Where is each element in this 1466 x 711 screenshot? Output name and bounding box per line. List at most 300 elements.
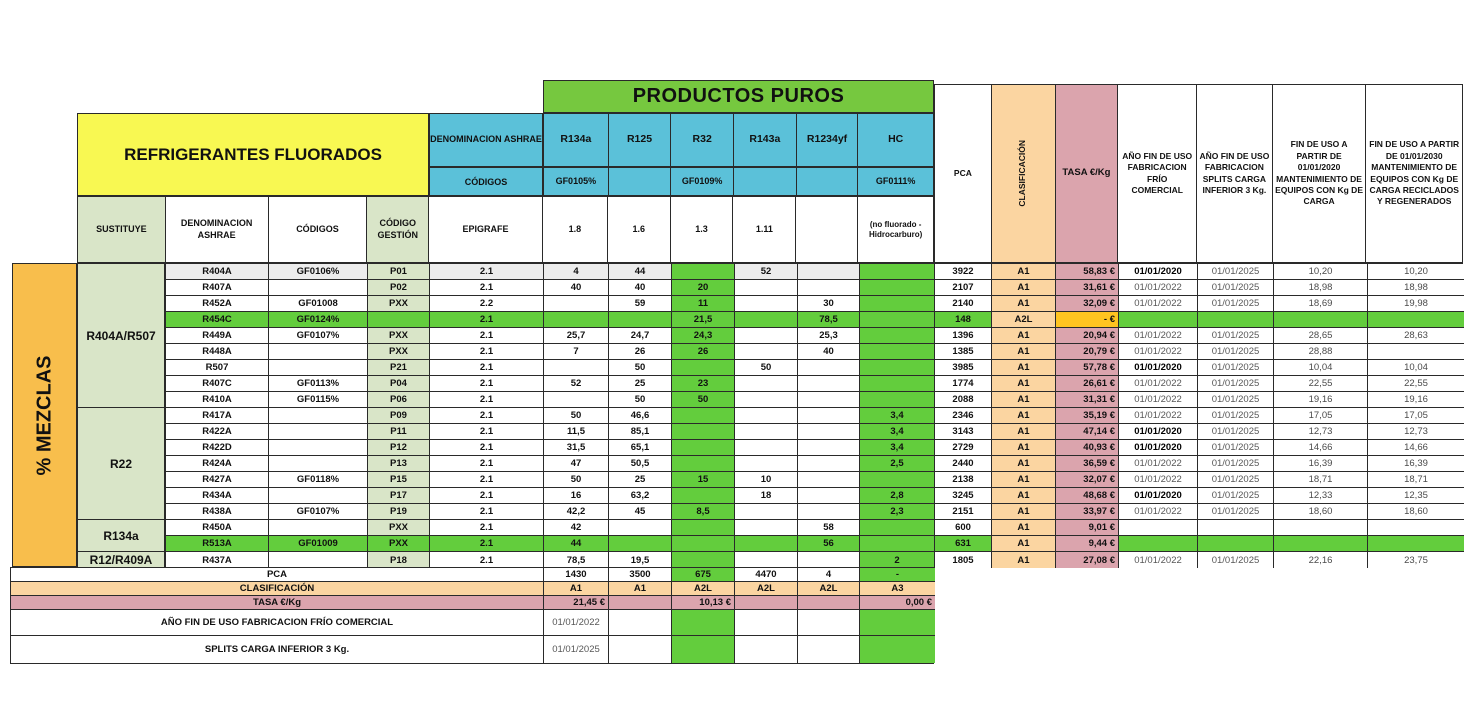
cell-R449A-epigrafe: 2.1 — [430, 328, 544, 344]
cell-R407A-r134a: 40 — [544, 280, 609, 296]
cell-R448A-r143a — [735, 344, 798, 360]
cell-R417A-uso2030: 17,05 — [1368, 408, 1464, 424]
cell-R437A-r143a — [735, 552, 798, 568]
cell-R404A-clas: A1 — [992, 264, 1056, 280]
cell-R448A-tasa: 20,79 € — [1056, 344, 1119, 360]
cell-R507-codigo — [269, 360, 368, 376]
cell-R438A-splits: 01/01/2025 — [1198, 504, 1274, 520]
cell-R404A-r134a: 4 — [544, 264, 609, 280]
cell-R417A-clas: A1 — [992, 408, 1056, 424]
cell-R422D-r143a — [735, 440, 798, 456]
refrigerantes-fluorados-header — [77, 113, 429, 196]
cell-R507-ashrae: R507 — [166, 360, 269, 376]
cell-R424A-pca: 2440 — [935, 456, 992, 472]
cell-R454C-r1234yf: 78,5 — [798, 312, 860, 328]
subheader-denominacion-ashrae: DENOMINACION ASHRAE — [166, 197, 269, 262]
bottom-row-0 — [11, 568, 933, 582]
cell-R407C-r125: 25 — [609, 376, 672, 392]
cell-R513A-epigrafe: 2.1 — [430, 536, 544, 552]
cell-R404A-splits: 01/01/2025 — [1198, 264, 1274, 280]
cell-R404A-tasa: 58,83 € — [1056, 264, 1119, 280]
cell-R449A-r125: 24,7 — [609, 328, 672, 344]
cell-R424A-splits: 01/01/2025 — [1198, 456, 1274, 472]
cell-R437A-hc: 2 — [860, 552, 935, 568]
cell-R513A-gestion: PXX — [368, 536, 430, 552]
cell-R507-gestion: P21 — [368, 360, 430, 376]
product-name-R143a: R143a — [734, 114, 797, 166]
cell-R417A-r32 — [672, 408, 735, 424]
cell-R448A-r32: 26 — [672, 344, 735, 360]
cell-R422D-codigo — [269, 440, 368, 456]
cell-R434A-uso2030: 12,35 — [1368, 488, 1464, 504]
cell-R422D-uso2030: 14,66 — [1368, 440, 1464, 456]
cell-R450A-clas: A1 — [992, 520, 1056, 536]
group-R404A/R507: R404A/R507 — [78, 264, 164, 408]
cell-R407A-r1234yf — [798, 280, 860, 296]
cell-R449A-r32: 24,3 — [672, 328, 735, 344]
bottom-value-3-2 — [672, 610, 735, 636]
cell-R450A-codigo — [269, 520, 368, 536]
cell-R438A-r125: 45 — [609, 504, 672, 520]
cell-R450A-gestion: PXX — [368, 520, 430, 536]
cell-R437A-epigrafe: 2.1 — [430, 552, 544, 568]
cell-R449A-gestion: PXX — [368, 328, 430, 344]
cell-R417A-uso2020: 17,05 — [1274, 408, 1368, 424]
cell-R407C-r134a: 52 — [544, 376, 609, 392]
cell-R438A-ashrae: R438A — [166, 504, 269, 520]
product-epigrafe-R32: 1.3 — [671, 197, 734, 262]
cell-R452A-epigrafe: 2.2 — [430, 296, 544, 312]
cell-R513A-splits — [1198, 536, 1274, 552]
bottom-value-1-2: A2L — [672, 582, 735, 596]
bottom-value-2-2: 10,13 € — [672, 596, 735, 610]
bottom-row-4 — [11, 636, 933, 663]
cell-R427A-r143a: 10 — [735, 472, 798, 488]
cell-R407C-gestion: P04 — [368, 376, 430, 392]
cell-R450A-hc — [860, 520, 935, 536]
cell-R422A-pca: 3143 — [935, 424, 992, 440]
cell-R422D-fab_frio: 01/01/2020 — [1119, 440, 1198, 456]
bottom-value-3-3 — [735, 610, 798, 636]
group-R134a: R134a — [78, 520, 164, 552]
cell-R422A-r125: 85,1 — [609, 424, 672, 440]
cell-R427A-r134a: 50 — [544, 472, 609, 488]
cell-R438A-epigrafe: 2.1 — [430, 504, 544, 520]
subheader-sustituye: SUSTITUYE — [78, 197, 166, 262]
cell-R417A-epigrafe: 2.1 — [430, 408, 544, 424]
cell-R448A-splits: 01/01/2025 — [1198, 344, 1274, 360]
cell-R452A-r125: 59 — [609, 296, 672, 312]
cell-R422A-splits: 01/01/2025 — [1198, 424, 1274, 440]
cell-R424A-fab_frio: 01/01/2022 — [1119, 456, 1198, 472]
cell-R450A-r125 — [609, 520, 672, 536]
cell-R407A-hc — [860, 280, 935, 296]
subheader-codigos: CÓDIGOS — [269, 197, 368, 262]
cell-R454C-codigo: GF0124% — [269, 312, 368, 328]
cell-R507-uso2020: 10,04 — [1274, 360, 1368, 376]
cell-R410A-uso2030: 19,16 — [1368, 392, 1464, 408]
cell-R513A-r134a: 44 — [544, 536, 609, 552]
cell-R507-r32 — [672, 360, 735, 376]
subheader-epigrafe: EPIGRAFE — [429, 197, 543, 262]
cell-R454C-clas: A2L — [992, 312, 1056, 328]
cell-R407C-uso2030: 22,55 — [1368, 376, 1464, 392]
cell-R454C-hc — [860, 312, 935, 328]
cell-R448A-uso2020: 28,88 — [1274, 344, 1368, 360]
cell-R448A-codigo — [269, 344, 368, 360]
cell-R427A-splits: 01/01/2025 — [1198, 472, 1274, 488]
cell-R422A-r32 — [672, 424, 735, 440]
cell-R452A-r134a — [544, 296, 609, 312]
cell-R427A-ashrae: R427A — [166, 472, 269, 488]
cell-R449A-hc — [860, 328, 935, 344]
cell-R417A-tasa: 35,19 € — [1056, 408, 1119, 424]
cell-R407C-r32: 23 — [672, 376, 735, 392]
cell-R437A-r1234yf — [798, 552, 860, 568]
productos-puros-header — [543, 80, 934, 113]
bottom-value-4-1 — [609, 636, 672, 663]
cell-R424A-ashrae: R424A — [166, 456, 269, 472]
cell-R513A-r32 — [672, 536, 735, 552]
product-name-HC: HC — [858, 114, 933, 166]
cell-R437A-uso2020: 22,16 — [1274, 552, 1368, 568]
cell-R410A-hc — [860, 392, 935, 408]
cell-R424A-hc: 2,5 — [860, 456, 935, 472]
cell-R422A-tasa: 47,14 € — [1056, 424, 1119, 440]
cell-R404A-r125: 44 — [609, 264, 672, 280]
product-codigo-R32: GF0109% — [671, 168, 734, 195]
cell-R452A-r1234yf: 30 — [798, 296, 860, 312]
cell-R507-hc — [860, 360, 935, 376]
cell-R422A-epigrafe: 2.1 — [430, 424, 544, 440]
cell-R434A-codigo — [269, 488, 368, 504]
bottom-summary-block — [10, 567, 934, 664]
cell-R450A-r134a: 42 — [544, 520, 609, 536]
bottom-label-1: CLASIFICACIÓN — [11, 582, 544, 596]
cell-R407C-tasa: 26,61 € — [1056, 376, 1119, 392]
subheader-codigo-gestion: CÓDIGO GESTIÓN — [367, 197, 429, 262]
cell-R437A-codigo — [269, 552, 368, 568]
product-name-R134a: R134a — [544, 114, 609, 166]
cell-R448A-r1234yf: 40 — [798, 344, 860, 360]
cell-R410A-r1234yf — [798, 392, 860, 408]
cell-R407C-uso2020: 22,55 — [1274, 376, 1368, 392]
cell-R427A-uso2020: 18,71 — [1274, 472, 1368, 488]
cell-R513A-clas: A1 — [992, 536, 1056, 552]
cell-R422D-ashrae: R422D — [166, 440, 269, 456]
cell-R438A-codigo: GF0107% — [269, 504, 368, 520]
cell-R452A-ashrae: R452A — [166, 296, 269, 312]
cell-R450A-fab_frio — [1119, 520, 1198, 536]
cell-R448A-epigrafe: 2.1 — [430, 344, 544, 360]
cell-R422A-hc: 3,4 — [860, 424, 935, 440]
bottom-row-3 — [11, 610, 933, 636]
product-epigrafe-R134a: 1.8 — [543, 197, 608, 262]
product-name-R32: R32 — [671, 114, 734, 166]
cell-R404A-uso2030: 10,20 — [1368, 264, 1464, 280]
cell-R427A-r32: 15 — [672, 472, 735, 488]
cell-R424A-r1234yf — [798, 456, 860, 472]
cell-R434A-r125: 63,2 — [609, 488, 672, 504]
cell-R422D-clas: A1 — [992, 440, 1056, 456]
cell-R422D-r134a: 31,5 — [544, 440, 609, 456]
cell-R404A-pca: 3922 — [935, 264, 992, 280]
cell-R452A-fab_frio: 01/01/2022 — [1119, 296, 1198, 312]
cell-R417A-codigo — [269, 408, 368, 424]
bottom-value-4-0: 01/01/2025 — [544, 636, 609, 663]
cell-R424A-uso2020: 16,39 — [1274, 456, 1368, 472]
group-R12/R409A: R12/R409A — [78, 552, 164, 568]
cell-R407A-clas: A1 — [992, 280, 1056, 296]
cell-R434A-ashrae: R434A — [166, 488, 269, 504]
cell-R452A-splits: 01/01/2025 — [1198, 296, 1274, 312]
cell-R437A-fab_frio: 01/01/2022 — [1119, 552, 1198, 568]
cell-R410A-clas: A1 — [992, 392, 1056, 408]
cell-R404A-r1234yf — [798, 264, 860, 280]
cell-R417A-ashrae: R417A — [166, 408, 269, 424]
cell-R438A-gestion: P19 — [368, 504, 430, 520]
cell-R438A-tasa: 33,97 € — [1056, 504, 1119, 520]
cell-R434A-r143a: 18 — [735, 488, 798, 504]
cell-R410A-codigo: GF0115% — [269, 392, 368, 408]
cell-R407A-gestion: P02 — [368, 280, 430, 296]
cell-R449A-splits: 01/01/2025 — [1198, 328, 1274, 344]
cell-R407A-r143a — [735, 280, 798, 296]
cell-R417A-gestion: P09 — [368, 408, 430, 424]
cell-R438A-fab_frio: 01/01/2022 — [1119, 504, 1198, 520]
product-epigrafe-R1234yf — [796, 197, 858, 262]
cell-R438A-pca: 2151 — [935, 504, 992, 520]
cell-R434A-uso2020: 12,33 — [1274, 488, 1368, 504]
cell-R422D-r1234yf — [798, 440, 860, 456]
product-codigo-R143a — [734, 168, 797, 195]
cell-R422A-clas: A1 — [992, 424, 1056, 440]
cell-R407C-epigrafe: 2.1 — [430, 376, 544, 392]
cell-R448A-ashrae: R448A — [166, 344, 269, 360]
cell-R410A-r32: 50 — [672, 392, 735, 408]
cell-R452A-uso2020: 18,69 — [1274, 296, 1368, 312]
cell-R424A-uso2030: 16,39 — [1368, 456, 1464, 472]
cell-R507-epigrafe: 2.1 — [430, 360, 544, 376]
cell-R452A-tasa: 32,09 € — [1056, 296, 1119, 312]
cell-R438A-r32: 8,5 — [672, 504, 735, 520]
cell-R424A-r143a — [735, 456, 798, 472]
cell-R449A-r134a: 25,7 — [544, 328, 609, 344]
cell-R427A-epigrafe: 2.1 — [430, 472, 544, 488]
cell-R437A-uso2030: 23,75 — [1368, 552, 1464, 568]
cell-R438A-uso2030: 18,60 — [1368, 504, 1464, 520]
bottom-value-1-3: A2L — [735, 582, 798, 596]
cell-R424A-epigrafe: 2.1 — [430, 456, 544, 472]
cell-R437A-tasa: 27,08 € — [1056, 552, 1119, 568]
cell-R407A-ashrae: R407A — [166, 280, 269, 296]
cell-R507-pca: 3985 — [935, 360, 992, 376]
bottom-value-3-5 — [860, 610, 935, 636]
cell-R407A-r32: 20 — [672, 280, 735, 296]
cell-R407A-r125: 40 — [609, 280, 672, 296]
cell-R434A-epigrafe: 2.1 — [430, 488, 544, 504]
cell-R417A-fab_frio: 01/01/2022 — [1119, 408, 1198, 424]
cell-R438A-clas: A1 — [992, 504, 1056, 520]
cell-R404A-r32 — [672, 264, 735, 280]
cell-R404A-ashrae: R404A — [166, 264, 269, 280]
cell-R422A-ashrae: R422A — [166, 424, 269, 440]
cell-R450A-pca: 600 — [935, 520, 992, 536]
cell-R407A-splits: 01/01/2025 — [1198, 280, 1274, 296]
cell-R422D-r32 — [672, 440, 735, 456]
cell-R404A-r143a: 52 — [735, 264, 798, 280]
cell-R449A-pca: 1396 — [935, 328, 992, 344]
bottom-label-2: TASA €/Kg — [11, 596, 544, 610]
bottom-value-3-0: 01/01/2022 — [544, 610, 609, 636]
cell-R437A-ashrae: R437A — [166, 552, 269, 568]
cell-R410A-r134a — [544, 392, 609, 408]
cell-R449A-codigo: GF0107% — [269, 328, 368, 344]
cell-R449A-uso2020: 28,65 — [1274, 328, 1368, 344]
cell-R450A-uso2030 — [1368, 520, 1464, 536]
cell-R422D-hc: 3,4 — [860, 440, 935, 456]
cell-R450A-epigrafe: 2.1 — [430, 520, 544, 536]
cell-R437A-splits: 01/01/2025 — [1198, 552, 1274, 568]
right-header-6: FIN DE USO A PARTIR DE 01/01/2030 MANTENIMIENTO DE EQUIPOS CON Kg DE CARGA RECICLADOS Y REGENERADOS — [1366, 85, 1462, 262]
cell-R407C-ashrae: R407C — [166, 376, 269, 392]
cell-R434A-clas: A1 — [992, 488, 1056, 504]
cell-R513A-ashrae: R513A — [166, 536, 269, 552]
cell-R410A-pca: 2088 — [935, 392, 992, 408]
cell-R407A-uso2020: 18,98 — [1274, 280, 1368, 296]
cell-R437A-r134a: 78,5 — [544, 552, 609, 568]
bottom-value-2-3 — [735, 596, 798, 610]
cell-R437A-pca: 1805 — [935, 552, 992, 568]
bottom-value-0-3: 4470 — [735, 568, 798, 582]
cell-R434A-gestion: P17 — [368, 488, 430, 504]
cell-R422D-tasa: 40,93 € — [1056, 440, 1119, 456]
right-header-label-1: CLASIFICACIÓN — [1017, 140, 1028, 207]
cell-R410A-ashrae: R410A — [166, 392, 269, 408]
cell-R449A-r143a — [735, 328, 798, 344]
product-codes-row — [543, 167, 934, 196]
cell-R404A-gestion: P01 — [368, 264, 430, 280]
cell-R422A-r1234yf — [798, 424, 860, 440]
cell-R417A-r134a: 50 — [544, 408, 609, 424]
cell-R422A-r143a — [735, 424, 798, 440]
cell-R407C-clas: A1 — [992, 376, 1056, 392]
bottom-value-0-2: 675 — [672, 568, 735, 582]
cell-R422A-uso2020: 12,73 — [1274, 424, 1368, 440]
cell-R417A-r125: 46,6 — [609, 408, 672, 424]
cell-R438A-hc: 2,3 — [860, 504, 935, 520]
cell-R449A-ashrae: R449A — [166, 328, 269, 344]
cell-R454C-r134a — [544, 312, 609, 328]
right-header-row — [934, 84, 1463, 263]
right-header-2: TASA €/Kg — [1056, 85, 1119, 262]
product-codigo-R125 — [609, 168, 672, 195]
cell-R422A-gestion: P11 — [368, 424, 430, 440]
cell-R427A-fab_frio: 01/01/2022 — [1119, 472, 1198, 488]
cell-R424A-r32 — [672, 456, 735, 472]
product-name-R125: R125 — [609, 114, 672, 166]
cell-R434A-r134a: 16 — [544, 488, 609, 504]
cell-R507-splits: 01/01/2025 — [1198, 360, 1274, 376]
cell-R437A-clas: A1 — [992, 552, 1056, 568]
cell-R454C-fab_frio — [1119, 312, 1198, 328]
codigos-header — [429, 167, 543, 196]
cell-R422A-r134a: 11,5 — [544, 424, 609, 440]
cell-R417A-r1234yf — [798, 408, 860, 424]
cell-R422D-r125: 65,1 — [609, 440, 672, 456]
bottom-value-0-5: - — [860, 568, 935, 582]
cell-R507-fab_frio: 01/01/2020 — [1119, 360, 1198, 376]
cell-R452A-r143a — [735, 296, 798, 312]
cell-R454C-r32: 21,5 — [672, 312, 735, 328]
cell-R434A-fab_frio: 01/01/2020 — [1119, 488, 1198, 504]
bottom-value-3-4 — [798, 610, 860, 636]
cell-R513A-tasa: 9,44 € — [1056, 536, 1119, 552]
cell-R424A-tasa: 36,59 € — [1056, 456, 1119, 472]
cell-R407C-codigo: GF0113% — [269, 376, 368, 392]
cell-R407A-fab_frio: 01/01/2022 — [1119, 280, 1198, 296]
product-codigo-R134a: GF0105% — [544, 168, 609, 195]
bottom-value-2-5: 0,00 € — [860, 596, 935, 610]
cell-R438A-r143a — [735, 504, 798, 520]
cell-R452A-gestion: PXX — [368, 296, 430, 312]
cell-R450A-ashrae: R450A — [166, 520, 269, 536]
cell-R449A-clas: A1 — [992, 328, 1056, 344]
cell-R507-r1234yf — [798, 360, 860, 376]
bottom-value-1-5: A3 — [860, 582, 935, 596]
denominacion-ashrae-header — [429, 113, 543, 167]
bottom-value-2-0: 21,45 € — [544, 596, 609, 610]
cell-R438A-uso2020: 18,60 — [1274, 504, 1368, 520]
cell-R507-tasa: 57,78 € — [1056, 360, 1119, 376]
bottom-value-4-5 — [860, 636, 935, 663]
cell-R438A-r134a: 42,2 — [544, 504, 609, 520]
cell-R452A-hc — [860, 296, 935, 312]
cell-R407A-uso2030: 18,98 — [1368, 280, 1464, 296]
cell-R404A-epigrafe: 2.1 — [430, 264, 544, 280]
cell-R417A-pca: 2346 — [935, 408, 992, 424]
cell-R449A-fab_frio: 01/01/2022 — [1119, 328, 1198, 344]
cell-R434A-r32 — [672, 488, 735, 504]
cell-R434A-hc: 2,8 — [860, 488, 935, 504]
cell-R422D-epigrafe: 2.1 — [430, 440, 544, 456]
cell-R417A-hc: 3,4 — [860, 408, 935, 424]
product-epigrafe-R143a: 1.11 — [733, 197, 796, 262]
bottom-label-4: SPLITS CARGA INFERIOR 3 Kg. — [11, 636, 544, 663]
mezclas-strip — [12, 263, 77, 567]
cell-R407C-fab_frio: 01/01/2022 — [1119, 376, 1198, 392]
cell-R437A-r125: 19,5 — [609, 552, 672, 568]
product-epigrafe-R125: 1.6 — [608, 197, 671, 262]
cell-R404A-hc — [860, 264, 935, 280]
cell-R513A-uso2020 — [1274, 536, 1368, 552]
cell-R507-uso2030: 10,04 — [1368, 360, 1464, 376]
cell-R424A-codigo — [269, 456, 368, 472]
cell-R437A-gestion: P18 — [368, 552, 430, 568]
bottom-value-4-4 — [798, 636, 860, 663]
cell-R422D-uso2020: 14,66 — [1274, 440, 1368, 456]
group-R22: R22 — [78, 408, 164, 520]
right-header-3: AÑO FIN DE USO FABRICACION FRÍO COMERCIAL — [1118, 85, 1197, 262]
cell-R424A-r134a: 47 — [544, 456, 609, 472]
cell-R454C-tasa: - € — [1056, 312, 1119, 328]
cell-R454C-ashrae: R454C — [166, 312, 269, 328]
cell-R437A-r32 — [672, 552, 735, 568]
cell-R448A-fab_frio: 01/01/2022 — [1119, 344, 1198, 360]
cell-R513A-uso2030 — [1368, 536, 1464, 552]
product-codigo-R1234yf — [797, 168, 859, 195]
bottom-value-1-0: A1 — [544, 582, 609, 596]
